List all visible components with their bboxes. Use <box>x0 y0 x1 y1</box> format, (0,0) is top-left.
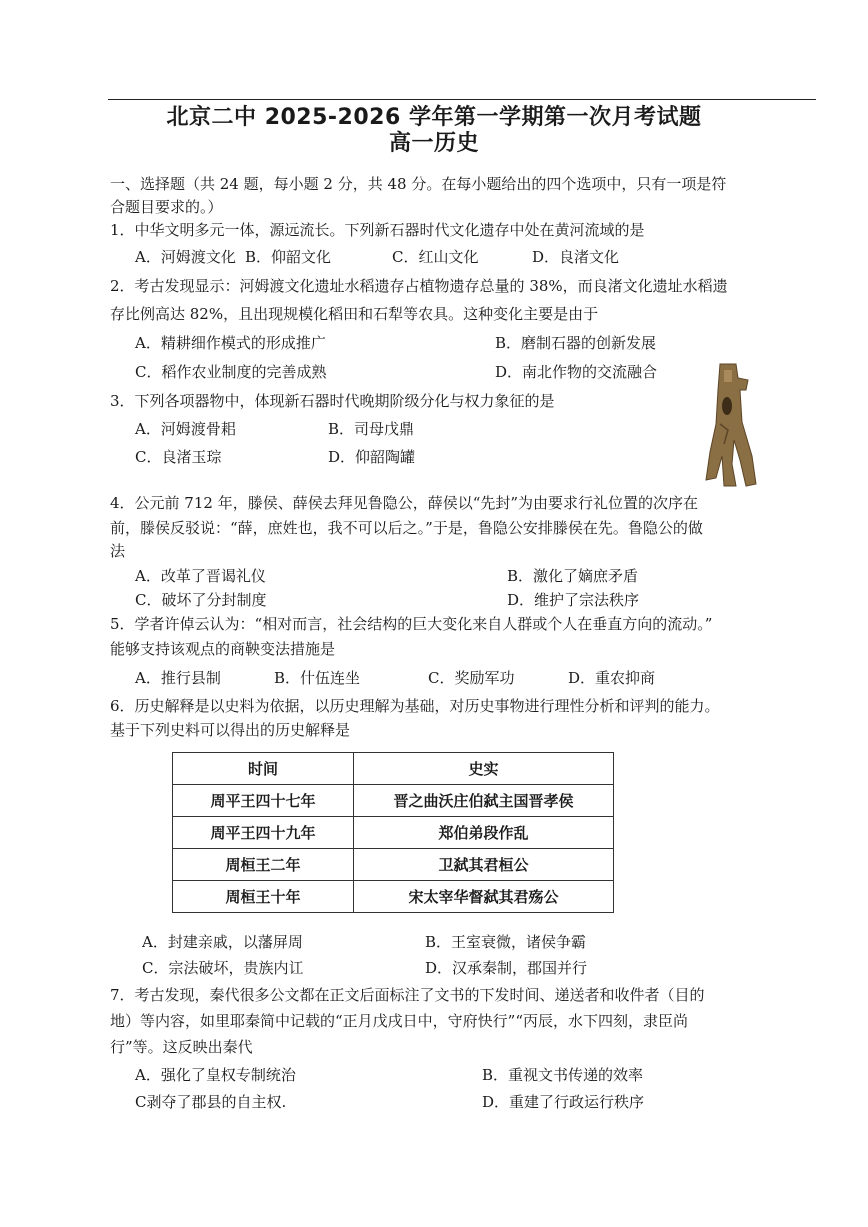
q2-stem-line1: 2．考古发现显示：河姆渡文化遗址水稻遗存占植物遗存总量的 38%，而良渚文化遗址水稻遗 <box>110 277 728 295</box>
q5-option-a[interactable]: A．推行县制 <box>135 669 221 687</box>
q1-option-c[interactable]: C．红山文化 <box>392 248 479 266</box>
table-cell-event: 郑伯弟段作乱 <box>354 817 614 849</box>
q3-option-c[interactable]: C．良渚玉琮 <box>135 448 222 466</box>
table-header-event: 史实 <box>354 753 614 785</box>
q6-option-d[interactable]: D．汉承秦制，郡国并行 <box>425 959 588 977</box>
q4-stem-line1: 4．公元前 712 年，滕侯、薛侯去拜见鲁隐公，薛侯以“先封”为由要求行礼位置的次序在 <box>110 494 699 512</box>
bone-spade-artifact-icon <box>702 360 758 490</box>
q3-stem: 3．下列各项器物中，体现新石器时代晚期阶级分化与权力象征的是 <box>110 392 555 410</box>
q6-stem-line1: 6．历史解释是以史料为依据，以历史理解为基础，对历史事物进行理性分析和评判的能力。 <box>110 697 720 715</box>
table-row <box>173 849 614 881</box>
q2-option-d[interactable]: D．南北作物的交流融合 <box>495 363 658 381</box>
q7-option-b[interactable]: B．重视文书传递的效率 <box>482 1066 644 1084</box>
q6-option-a[interactable]: A．封建亲戚，以藩屏周 <box>142 933 303 951</box>
q5-stem-line2: 能够支持该观点的商鞅变法措施是 <box>110 640 336 658</box>
q1-option-b[interactable]: B．仰韶文化 <box>245 248 332 266</box>
history-table <box>172 752 614 913</box>
q7-stem-line1: 7．考古发现，秦代很多公文都在正文后面标注了文书的下发时间、递送者和收件者（目的 <box>110 986 705 1004</box>
table-cell-event: 宋太宰华督弑其君殇公 <box>354 881 614 913</box>
q7-stem-line2: 地）等内容，如里耶秦简中记载的“正月戊戌日中，守府快行”“丙辰，水下四刻，隶臣尚 <box>110 1012 689 1030</box>
table-cell-event: 卫弑其君桓公 <box>354 849 614 881</box>
section-instructions-line2: 合题目要求的。） <box>110 198 223 216</box>
table-row <box>173 817 614 849</box>
q5-option-b[interactable]: B．什伍连坐 <box>274 669 361 687</box>
q2-option-a[interactable]: A．精耕细作模式的形成推广 <box>135 334 326 352</box>
table-cell-time: 周桓王十年 <box>173 881 354 913</box>
exam-title: 北京二中 2025-2026 学年第一学期第一次月考试题 <box>166 105 702 130</box>
table-cell-time: 周平王四十七年 <box>173 785 354 817</box>
q6-option-c[interactable]: C．宗法破坏，贵族内讧 <box>142 959 304 977</box>
table-header-row <box>173 753 614 785</box>
q3-option-b[interactable]: B．司母戊鼎 <box>328 420 415 438</box>
q5-stem-line1: 5．学者许倬云认为：“相对而言，社会结构的巨大变化来自人群或个人在垂直方向的流动。” <box>110 615 713 633</box>
table-row <box>173 881 614 913</box>
q3-option-d[interactable]: D．仰韶陶罐 <box>328 448 416 466</box>
q2-option-c[interactable]: C．稻作农业制度的完善成熟 <box>135 363 327 381</box>
q7-option-c[interactable]: C剥夺了郡县的自主权. <box>135 1093 287 1111</box>
q4-option-d[interactable]: D．维护了宗法秩序 <box>507 591 640 609</box>
table-header-time: 时间 <box>173 753 354 785</box>
q7-stem-line3: 行”等。这反映出秦代 <box>110 1038 253 1056</box>
section-instructions-line1: 一、选择题（共 24 题，每小题 2 分，共 48 分。在每小题给出的四个选项中，只有一项是符 <box>110 175 727 193</box>
q7-option-a[interactable]: A．强化了皇权专制统治 <box>135 1066 296 1084</box>
q3-option-a[interactable]: A．河姆渡骨耜 <box>135 420 236 438</box>
q4-stem-line3: 法 <box>110 542 126 560</box>
q7-option-d[interactable]: D．重建了行政运行秩序 <box>482 1093 645 1111</box>
q1-option-d[interactable]: D．良渚文化 <box>532 248 620 266</box>
q5-option-c[interactable]: C．奖励军功 <box>428 669 515 687</box>
q1-option-a[interactable]: A．河姆渡文化 <box>135 248 236 266</box>
q4-option-b[interactable]: B．激化了嫡庶矛盾 <box>507 567 639 585</box>
q4-stem-line2: 前，滕侯反驳说：“薛，庶姓也，我不可以后之。”于是，鲁隐公安排滕侯在先。鲁隐公的做 <box>110 519 703 537</box>
q6-option-b[interactable]: B．王室衰微，诸侯争霸 <box>425 933 587 951</box>
q2-stem-line2: 存比例高达 82%，且出现规模化稻田和石犁等农具。这种变化主要是由于 <box>110 305 599 323</box>
q1-stem: 1．中华文明多元一体，源远流长。下列新石器时代文化遗存中处在黄河流域的是 <box>110 221 645 239</box>
table-cell-time: 周平王四十九年 <box>173 817 354 849</box>
q4-option-c[interactable]: C．破坏了分封制度 <box>135 591 267 609</box>
table-cell-time: 周桓王二年 <box>173 849 354 881</box>
q6-stem-line2: 基于下列史料可以得出的历史解释是 <box>110 721 351 739</box>
q4-option-a[interactable]: A．改革了晋谒礼仪 <box>135 567 266 585</box>
q2-option-b[interactable]: B．磨制石器的创新发展 <box>495 334 657 352</box>
exam-subject: 高一历史 <box>388 131 479 156</box>
table-cell-event: 晋之曲沃庄伯弑主国晋孝侯 <box>354 785 614 817</box>
table-row <box>173 785 614 817</box>
q5-option-d[interactable]: D．重农抑商 <box>568 669 656 687</box>
